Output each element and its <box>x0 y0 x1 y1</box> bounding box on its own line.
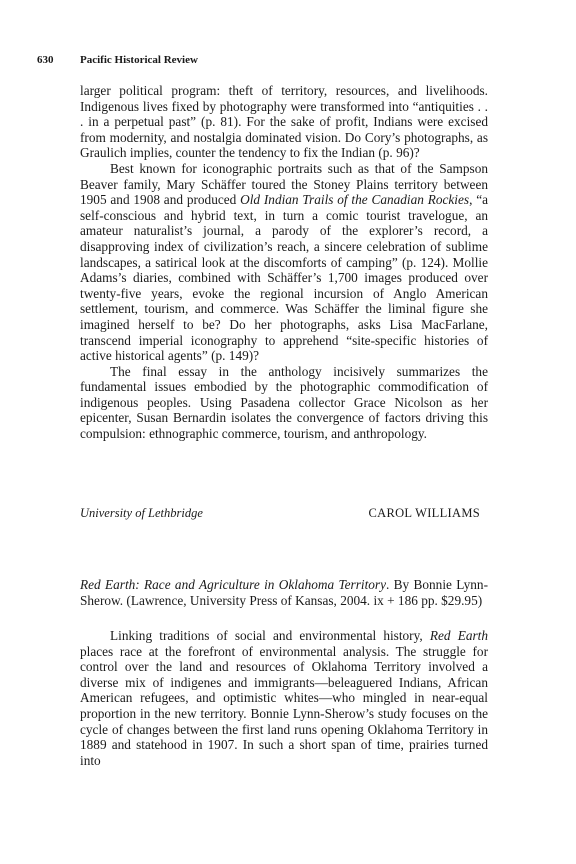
page-number: 630 <box>37 54 54 66</box>
review-body <box>80 83 488 442</box>
book-title: Red Earth: Race and Agriculture in Oklahoma Territory <box>80 577 387 593</box>
review-body-2 <box>80 628 488 768</box>
citation-details: . By Bonnie Lynn-Sherow. (Lawrence, University Press of Kansas, 2004. ix + 186 pp. $29.95) <box>80 577 488 608</box>
paragraph <box>80 161 488 364</box>
reviewer-name: CAROL WILLIAMS <box>368 506 480 520</box>
reviewer-institution: University of Lethbridge <box>80 506 203 520</box>
book-title-italic: Red Earth <box>429 628 488 643</box>
journal-title: Pacific Historical Review <box>80 54 198 66</box>
text-run: places race at the forefront of environmental analysis. The struggle for control over the land and resources of Oklahoma Territory involved a diverse mix of indigenes and immigrants—beleaguered Indians, African American refugees, and optimistic whites—who mingled in near-equal proportion in the new territory. Bonnie Lynn-Sherow’s study focuses on the cycle of changes between the first land runs opening Oklahoma Territory in 1889 and statehood in 1907. In such a short span of time, prairies turned into <box>80 643 488 768</box>
paragraph: larger political program: theft of territory, resources, and livelihoods. Indigenous lives fixed by photography were transformed into “antiquities . . . in a perpetual past” (p. 81). For the sake of profit, Indians were excised from modernity, and nostalgia dominated vision. Do Cory’s photographs, as Graulich implies, counter the tendency to fix the Indian (p. 96)? <box>80 83 488 161</box>
reviewer-signature <box>80 506 488 522</box>
text-run: Linking traditions of social and environmental history, <box>110 628 430 643</box>
paragraph: The final essay in the anthology incisively summarizes the fundamental issues embodied by the photographic commodification of indigenous peoples. Using Pasadena collector Grace Nicolson as her epicenter, Susan Bernardin isolates the convergence of factors driving this compulsion: ethnographic commerce, tourism, and anthropology. <box>80 363 488 442</box>
book-title-italic: Old Indian Trails of the Canadian Rockies <box>240 192 470 208</box>
text-run: Best known for iconographic portraits such as that of the Sampson Beaver family, Mary Schäffer toured the Stoney Plains territory between 1905 and 1908 and produced <box>80 160 488 208</box>
book-citation <box>80 564 488 622</box>
text-run: , “a self-conscious and hybrid text, in turn a comic tourist travelogue, an amateur naturalist’s journal, a parody of the explorer’s record, a disapproving index of civilization’s reach, a sincere celebration of sublime landscapes, a satirical look at the discomforts of camping” (p. 124). Mollie Adams’s diaries, combined with Schäffer’s 1,700 images produced over twenty-five years, evoke the regional incursion of Anglo American settlement, tourism, and commerce. Was Schäffer the liminal figure she imagined herself to be? Do her photographs, asks Lisa MacFarlane, transcend imperial iconography to apprehend “site-specific histories of active historical agents” (p. 149)? <box>80 192 488 364</box>
paragraph <box>80 628 488 768</box>
